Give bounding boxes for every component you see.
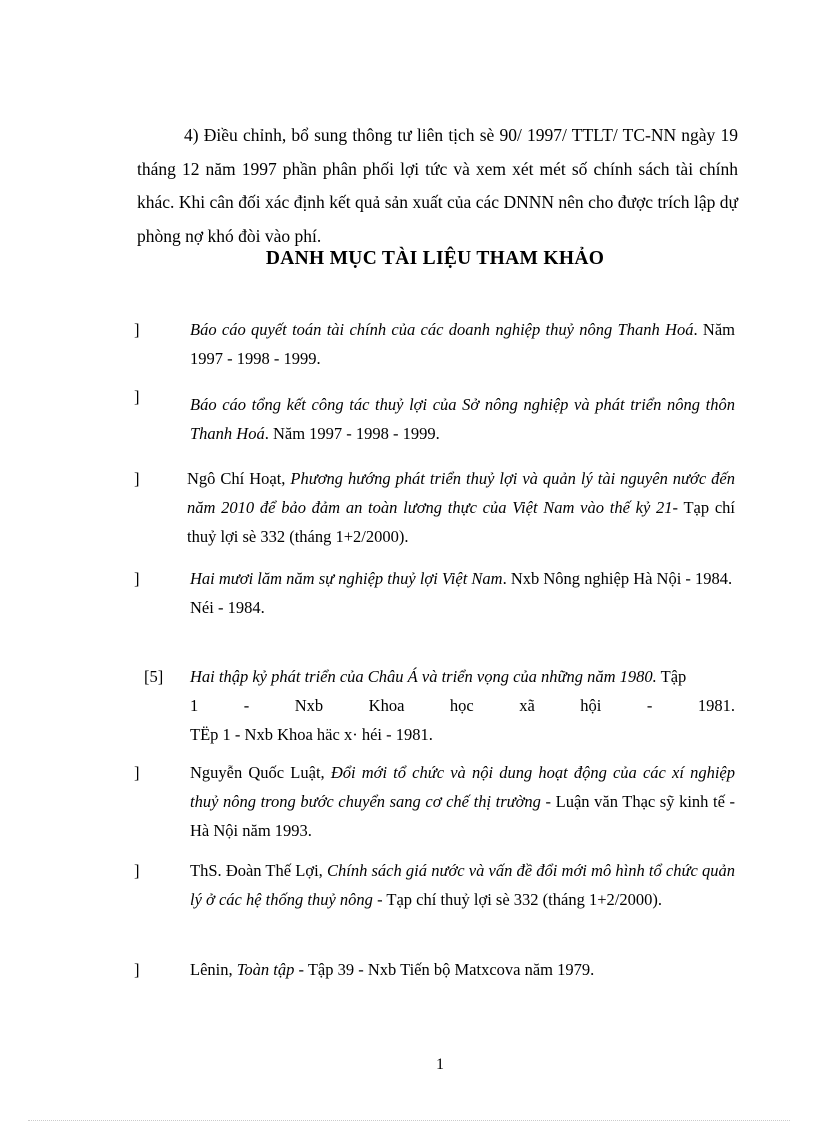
reference-author: Ngô Chí Hoạt, xyxy=(187,469,291,488)
reference-details: . Nxb Nông nghiệp Hà Nội - 1984. xyxy=(502,569,733,588)
reference-marker: ] xyxy=(134,569,140,588)
reference-marker: ] xyxy=(134,960,140,979)
reference-details: . Năm 1997 - 1998 - 1999. xyxy=(190,320,735,368)
reference-title: Hai mươi lăm năm sự nghiệp thuỷ lợi Việt Nam xyxy=(190,569,503,588)
reference-title: Phương hướng phát triển thuỷ lợi và quản lý tài nguyên nước đến năm 2010 để bảo đảm an toàn lương thực của Việt Nam vào thế kỷ 21 xyxy=(187,469,735,517)
reference-details: . Năm 1997 - 1998 - 1999. xyxy=(264,424,440,443)
reference-details: - Tập 39 - Nxb Tiến bộ Matxcova năm 1979. xyxy=(294,960,595,979)
reference-author: ThS. Đoàn Thế Lợi, xyxy=(190,861,327,880)
reference-marker: [5] xyxy=(144,667,164,686)
references-heading: DANH MỤC TÀI LIỆU THAM KHẢO xyxy=(265,248,605,269)
intro-text: Điều chỉnh, bổ sung thông tư liên tịch sè 90/ 1997/ TTLT/ TC-NN ngày 19 tháng 12 năm 1997 phần phân phối lợi tức và xem xét mét số chính sách tài chính khác. Khi cân đối xác định kết quả sản xuất của các DNNN nên cho được trích lập dự phòng nợ khó đòi vào phí. xyxy=(137,125,738,246)
reference-details: - Tạp chí thuỷ lợi sè 332 (tháng 1+2/2000). xyxy=(187,498,735,546)
reference-extra-line: Néi - 1984. xyxy=(190,598,265,617)
reference-details: - Tạp chí thuỷ lợi sè 332 (tháng 1+2/2000). xyxy=(372,890,662,909)
intro-number: 4) xyxy=(184,125,199,145)
reference-marker: ] xyxy=(134,861,140,880)
reference-title: Hai thập kỷ phát triển của Châu Á và triển vọng của những năm 1980. xyxy=(190,667,657,686)
reference-marker: ] xyxy=(134,320,140,339)
reference-title: Báo cáo tổng kết công tác thuỷ lợi của Sở nông nghiệp và phát triển nông thôn Thanh Hoá xyxy=(190,395,735,443)
reference-marker: ] xyxy=(134,387,140,406)
reference-details-line: 1 - Nxb Khoa học xã hội - 1981. xyxy=(190,696,735,715)
reference-title: Toàn tập xyxy=(236,960,295,979)
reference-title: Chính sách giá nước và vấn đề đổi mới mô hình tổ chức quản lý ở các hệ thống thuỷ nông xyxy=(190,861,736,909)
intro-paragraph xyxy=(137,119,738,253)
reference-title: Báo cáo quyết toán tài chính của các doanh nghiệp thuỷ nông Thanh Hoá xyxy=(190,320,694,339)
reference-author: Nguyễn Quốc Luật, xyxy=(190,763,331,782)
reference-extra-line: TËp 1 - Nxb Khoa häc x· héi - 1981. xyxy=(190,725,433,744)
page-number: 1 xyxy=(436,1056,444,1073)
reference-author: Lênin, xyxy=(190,960,237,979)
reference-marker: ] xyxy=(134,469,140,488)
reference-details: - Luận văn Thạc sỹ kinh tế - Hà Nội năm 1993. xyxy=(190,792,736,840)
reference-details: Tập xyxy=(656,667,687,686)
page-bottom-divider xyxy=(28,1120,790,1121)
reference-title: Đổi mới tổ chức và nội dung hoạt động của các xí nghiệp thuỷ nông trong bước chuyển sang cơ chế thị trường xyxy=(190,763,735,811)
reference-marker: ] xyxy=(134,763,140,782)
